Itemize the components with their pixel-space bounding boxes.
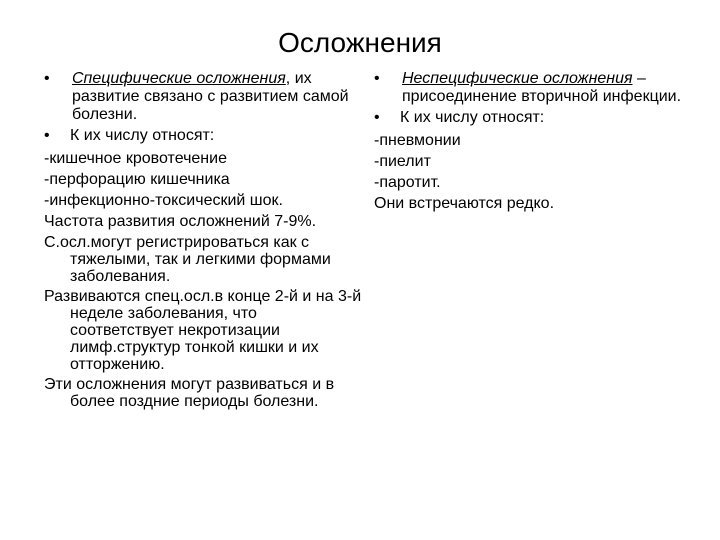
right-bullet-nonspecific bbox=[374, 70, 694, 106]
left-item-perforation: -перфорацию кишечника bbox=[44, 171, 230, 188]
left-bullet-specific bbox=[44, 70, 364, 124]
term-nonspecific-complications: Неспецифические осложнения bbox=[402, 70, 633, 87]
bullet-icon: • bbox=[44, 127, 50, 144]
right-column bbox=[374, 70, 694, 214]
right-bullet-1-text: – присоединение вторичной инфекции. bbox=[402, 70, 682, 105]
left-item-bleeding: -кишечное кровотечение bbox=[44, 150, 227, 167]
left-column bbox=[44, 70, 364, 413]
left-bullet-list-intro bbox=[44, 127, 364, 145]
left-paragraph-late: Эти осложнения могут развиваться и в более поздние периоды болезни. bbox=[44, 376, 335, 410]
right-rare-text: Они встречаются редко. bbox=[374, 195, 555, 212]
left-paragraph-forms: С.осл.могут регистрироваться как с тяжелыми, так и легкими формами заболевания. bbox=[44, 234, 331, 285]
bullet-icon: • bbox=[44, 70, 50, 87]
left-paragraph-timing: Развиваются спец.осл.в конце 2-й и на 3-й неделе заболевания, что соответствует некротизации лимф.структур тонкой кишки и их отторжению. bbox=[44, 288, 362, 373]
right-item-parotitis: -паротит. bbox=[374, 174, 441, 191]
term-specific-complications: Специфические осложнения bbox=[72, 70, 286, 87]
right-item-pneumonia: -пневмонии bbox=[374, 132, 461, 149]
left-frequency-text: Частота развития осложнений 7-9%. bbox=[44, 213, 317, 230]
bullet-icon: • bbox=[374, 109, 380, 126]
slide-title: Осложнения bbox=[278, 27, 442, 58]
left-item-shock: -инфекционно-токсический шок. bbox=[44, 192, 283, 209]
right-bullet-2-text: К их числу относят: bbox=[400, 109, 545, 126]
left-bullet-2-text: К их числу относят: bbox=[70, 127, 215, 144]
right-item-pyelitis: -пиелит bbox=[374, 153, 431, 170]
bullet-icon: • bbox=[374, 70, 380, 87]
right-bullet-list-intro bbox=[374, 109, 694, 127]
left-bullet-1-text: , их развитие связано с развитием самой болезни. bbox=[72, 70, 349, 123]
